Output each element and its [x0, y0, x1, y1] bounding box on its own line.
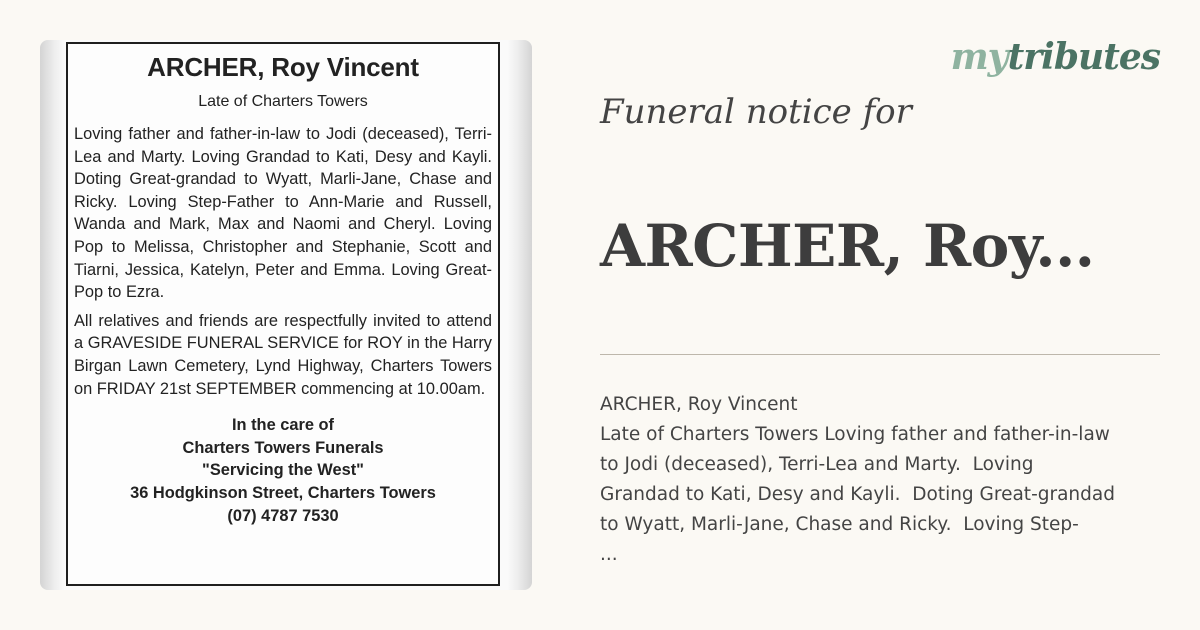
notice-paragraph-service: All relatives and friends are respectfully invited to attend a GRAVESIDE FUNERAL SERVICE for ROY in the Harry Birgan Lawn Cemetery, Lynd Highway, Charters Towers on FRIDAY 21st SEPTEMBER commencing at 10.00am. — [74, 311, 492, 398]
mytributes-logo[interactable] — [951, 36, 1160, 78]
logo-tributes: tributes — [1007, 36, 1160, 78]
care-line-intro: In the care of — [231, 416, 334, 435]
notice-late-of: Late of Charters Towers — [198, 93, 368, 110]
notice-scan-image — [40, 40, 532, 590]
logo-my: my — [950, 36, 1008, 78]
excerpt-line: to Wyatt, Marli-Jane, Chase and Ricky. Loving Step- — [600, 514, 1079, 535]
notice-paragraph-family: Loving father and father-in-law to Jodi (deceased), Terri-Lea and Marty. Loving Grandad to Kati, Desy and Kayli. Doting Great-grandad to Wyatt, Marli-Jane, Chase and Ricky. Loving Step-Father to Ann-Marie and Russell, Wanda and Mark, Max and Naomi and Cheryl. Loving Pop to Melissa, Christopher and Stephanie, Scott and Tiarni, Jessica, Katelyn, Peter and Emma. Loving Great-Pop to Ezra. — [74, 125, 492, 302]
excerpt-line: Grandad to Kati, Desy and Kayli. Doting Great-grandad — [600, 484, 1115, 505]
page-subtitle: Funeral notice for — [600, 92, 912, 132]
notice-name: ARCHER, Roy Vincent — [147, 52, 419, 82]
care-line-funeral-home: Charters Towers Funerals — [182, 438, 384, 457]
notice-box — [66, 42, 500, 586]
notice-excerpt — [600, 390, 1166, 570]
page-title: ARCHER, Roy... — [600, 212, 1095, 280]
notice-care-block — [74, 414, 492, 527]
care-line-phone: (07) 4787 7530 — [227, 506, 339, 525]
excerpt-ellipsis: ... — [600, 544, 618, 565]
care-line-slogan: "Servicing the West" — [202, 461, 364, 480]
excerpt-line: ARCHER, Roy Vincent — [600, 394, 798, 415]
excerpt-line: to Jodi (deceased), Terri-Lea and Marty. Loving — [600, 454, 1034, 475]
care-line-address: 36 Hodgkinson Street, Charters Towers — [130, 483, 436, 502]
divider — [600, 354, 1160, 355]
excerpt-line: Late of Charters Towers Loving father and father-in-law — [600, 424, 1110, 445]
